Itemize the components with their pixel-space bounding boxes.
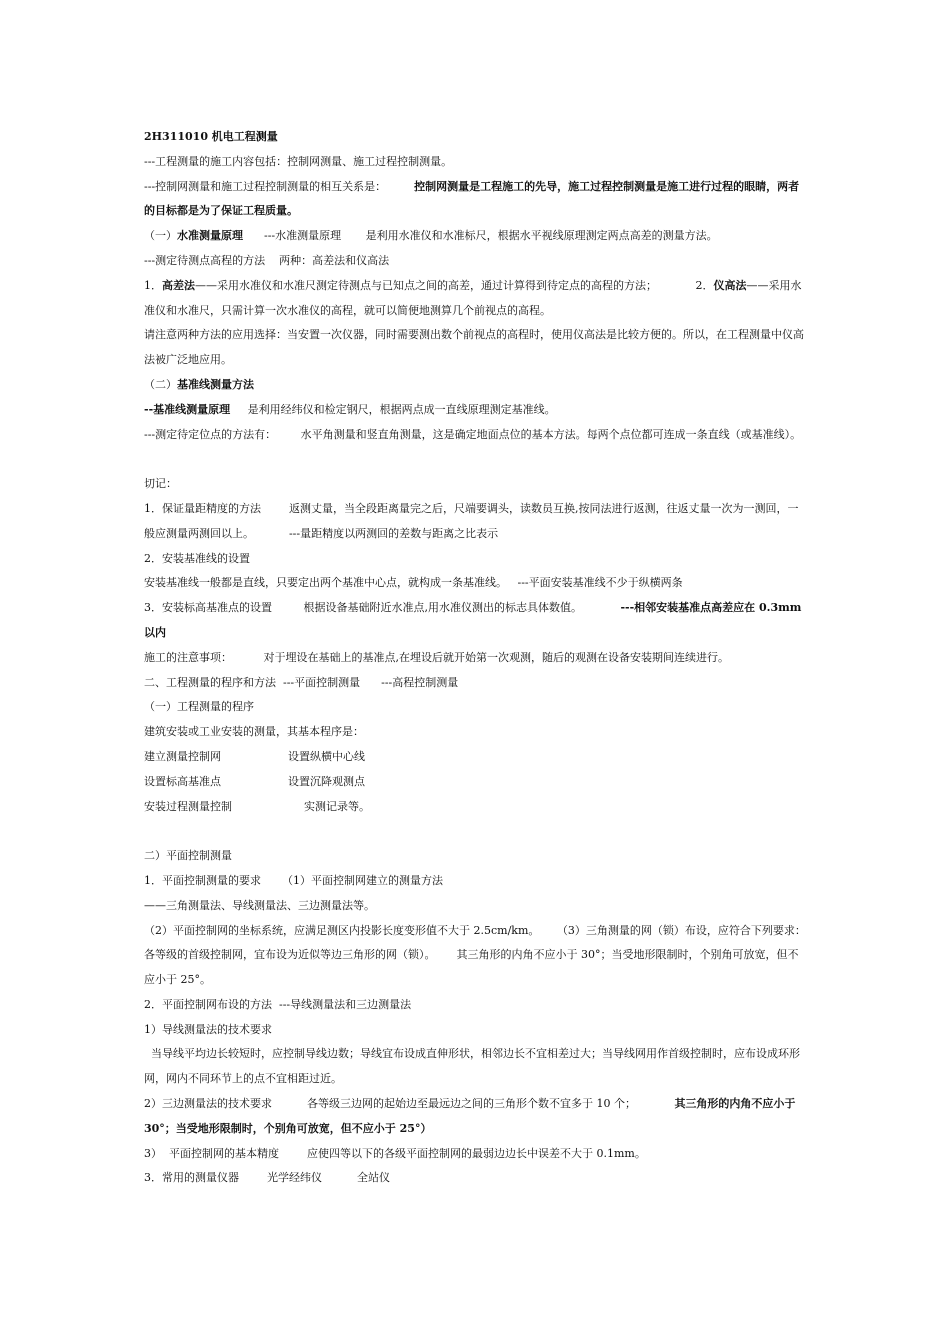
paragraph: 切记： [144, 477, 177, 491]
paragraph: 当导线平均边长较短时，应控制导线边数；导线宜布设成直伸形状，相邻边长不宜相差过大；当导线网用作首级控制时，应布设成环形网，网内不同环节上的点不宜相距过近。 [144, 1047, 800, 1086]
paragraph: 1）导线测量法的技术要求 [144, 1022, 272, 1036]
paragraph: 请注意两种方法的应用选择：当安置一次仪器，同时需要测出数个前视点的高程时，使用仪高法是比较方便的。所以，在工程测量中仪高法被广泛地应用。 [144, 328, 804, 367]
paragraph: 2．安装基准线的设置 [144, 551, 250, 565]
paragraph: 3．安装标高基准点的设置 根据设备基础附近水准点,用水准仪测出的标志具体数值。 ---相邻安装基准点高差应在 0.3mm 以内 [144, 601, 806, 639]
paragraph: 安装基准线一般都是直线，只要定出两个基准中心点，就构成一条基准线。 ---平面安装基准线不少于纵横两条 [144, 576, 683, 590]
paragraph: ---工程测量的施工内容包括：控制网测量、施工过程控制测量。 [144, 154, 453, 168]
doc-title: 2H311010 机电工程测量 [144, 130, 278, 143]
program-row: 安装过程测量控制 实测记录等。 [144, 799, 370, 813]
section-heading: （一）水准测量原理 ---水准测量原理 是利用水准仪和水准标尺，根据水平视线原理测定两点高差的测量方法。 [144, 229, 718, 243]
paragraph: 3．常用的测量仪器 光学经纬仪 全站仪 [144, 1171, 390, 1185]
program-row: 设置标高基准点 设置沉降观测点 [144, 774, 365, 788]
paragraph: --基准线测量原理 是利用经纬仪和检定钢尺，根据两点成一直线原理测定基准线。 [144, 402, 556, 416]
paragraph: ——三角测量法、导线测量法、三边测量法等。 [144, 898, 375, 912]
paragraph: 1．高差法——采用水准仪和水准尺测定待测点与已知点之间的高差，通过计算得到待定点的高程的方法； 2．仪高法——采用水准仪和水准尺，只需计算一次水准仪的高程，就可以简便地测算几个前视点的高程。 [144, 278, 802, 317]
paragraph: 二、工程测量的程序和方法 ---平面控制测量 ---高程控制测量 [144, 675, 459, 689]
paragraph: 二）平面控制测量 [144, 849, 232, 863]
paragraph: （一）工程测量的程序 [144, 700, 254, 714]
paragraph: （2）平面控制网的坐标系统，应满足测区内投影长度变形值不大于 2.5cm/km。 （3）三角测量的网（锁）布设，应符合下列要求： 各等级的首级控制网，宜布设为近似等边三角形的网（锁）。 其三角形的内角不应小于 30°；当受地形限制时，个别角可放宽，但不应小于 25°。 [144, 923, 806, 987]
paragraph: 3） 平面控制网的基本精度 应使四等以下的各级平面控制网的最弱边边长中误差不大于 0.1mm。 [144, 1146, 646, 1160]
paragraph: ---测定待定位点的方法有： 水平角测量和竖直角测量，这是确定地面点位的基本方法。每两个点位都可连成一条直线（或基准线）。 [144, 427, 802, 441]
document-page [144, 125, 808, 1191]
paragraph: 2．平面控制网布设的方法 ---导线测量法和三边测量法 [144, 997, 412, 1011]
paragraph: ---测定待测点高程的方法 两种：高差法和仪高法 [144, 253, 390, 267]
paragraph: 1．保证量距精度的方法 返测丈量，当全段距离量完之后，尺端要调头，读数员互换,按同法进行返测，往返丈量一次为一测回，一般应测量两测回以上。 ---量距精度以两测回的差数与距离之比表示 [144, 501, 799, 540]
program-row: 建立测量控制网 设置纵横中心线 [144, 749, 365, 763]
paragraph: 1．平面控制测量的要求 （1）平面控制网建立的测量方法 [144, 873, 443, 887]
paragraph: ---控制网测量和施工过程控制测量的相互关系是： 控制网测量是工程施工的先导，施工过程控制测量是施工进行过程的眼睛，两者的目标都是为了保证工程质量。 [144, 179, 800, 218]
section-heading: （二）基准线测量方法 [144, 377, 254, 391]
paragraph: 2）三边测量法的技术要求 各等级三边网的起始边至最远边之间的三角形个数不宜多于 10 个； 其三角形的内角不应小于 30°；当受地形限制时，个别角可放宽，但不应小于 25°） [144, 1097, 800, 1135]
paragraph: 施工的注意事项： 对于埋设在基础上的基准点,在埋设后就开始第一次观测，随后的观测在设备安装期间连续进行。 [144, 650, 729, 664]
paragraph: 建筑安装或工业安装的测量，其基本程序是： [144, 725, 364, 739]
